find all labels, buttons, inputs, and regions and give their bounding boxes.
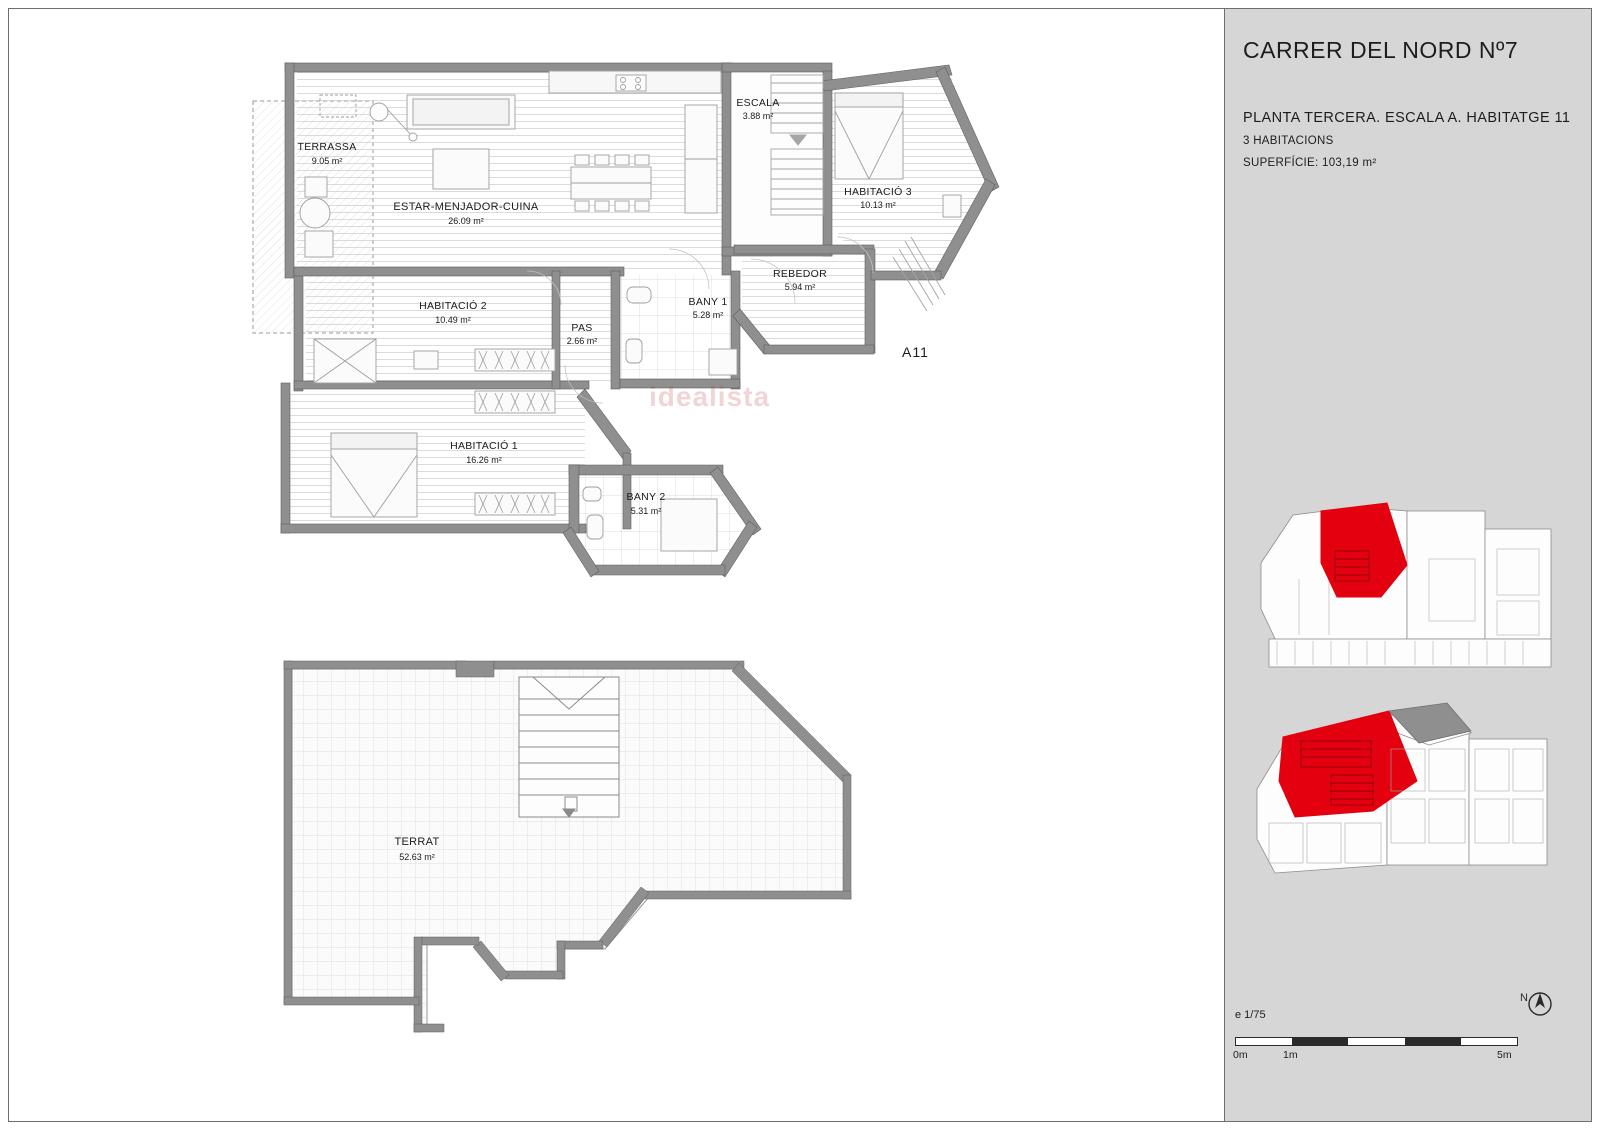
- page-title: CARRER DEL NORD Nº7: [1243, 37, 1519, 63]
- room-label: TERRAT: [394, 836, 440, 848]
- scale-label: e 1/75: [1235, 1009, 1266, 1021]
- info-panel: [1225, 9, 1591, 1121]
- room-label: HABITACIÓ 1: [450, 440, 518, 452]
- room-label: BANY 2: [626, 491, 666, 503]
- room-area: 2.66 m²: [566, 336, 598, 346]
- north-label: N: [1520, 992, 1528, 1004]
- unit-code-label: A11: [902, 344, 929, 360]
- room-area: 10.13 m²: [860, 200, 896, 210]
- room-label: ESCALA: [736, 97, 780, 109]
- room-area: 5.28 m²: [692, 310, 724, 320]
- room-area: 26.09 m²: [448, 216, 484, 226]
- plan-drawing-area: [9, 9, 1224, 1121]
- terrace-plan: [284, 661, 851, 1032]
- scale-tick-1: 1m: [1283, 1049, 1298, 1061]
- room-label: HABITACIÓ 2: [419, 300, 487, 312]
- room-label: HABITACIÓ 3: [844, 186, 912, 198]
- floor-subtitle: PLANTA TERCERA. ESCALA A. HABITATGE 11: [1243, 110, 1571, 126]
- north-arrow-icon: [1510, 984, 1560, 1024]
- room-area: 52.63 m²: [399, 852, 435, 862]
- room-area: 9.05 m²: [311, 156, 343, 166]
- room-label: PAS: [571, 322, 593, 334]
- room-label: BANY 1: [688, 296, 728, 308]
- room-area: 5.94 m²: [784, 282, 816, 292]
- scale-bar: [1235, 1037, 1518, 1046]
- room-label: ESTAR-MENJADOR-CUINA: [393, 201, 539, 213]
- rooms-count: 3 HABITACIONS: [1243, 135, 1334, 147]
- key-plan-upper: [1239, 489, 1579, 669]
- scale-tick-5: 5m: [1497, 1049, 1512, 1061]
- floor-plan-svg: [9, 9, 1224, 1121]
- scale-tick-0: 0m: [1233, 1049, 1248, 1061]
- surface-area: SUPERFÍCIE: 103,19 m²: [1243, 157, 1377, 169]
- room-area: 3.88 m²: [742, 111, 774, 121]
- room-label: REBEDOR: [772, 268, 828, 280]
- room-label: TERRASSA: [297, 141, 357, 153]
- room-area: 10.49 m²: [435, 315, 471, 325]
- room-area: 16.26 m²: [466, 455, 502, 465]
- room-area: 5.31 m²: [630, 506, 662, 516]
- key-plan-lower: [1239, 689, 1579, 889]
- watermark: idealista: [649, 381, 771, 412]
